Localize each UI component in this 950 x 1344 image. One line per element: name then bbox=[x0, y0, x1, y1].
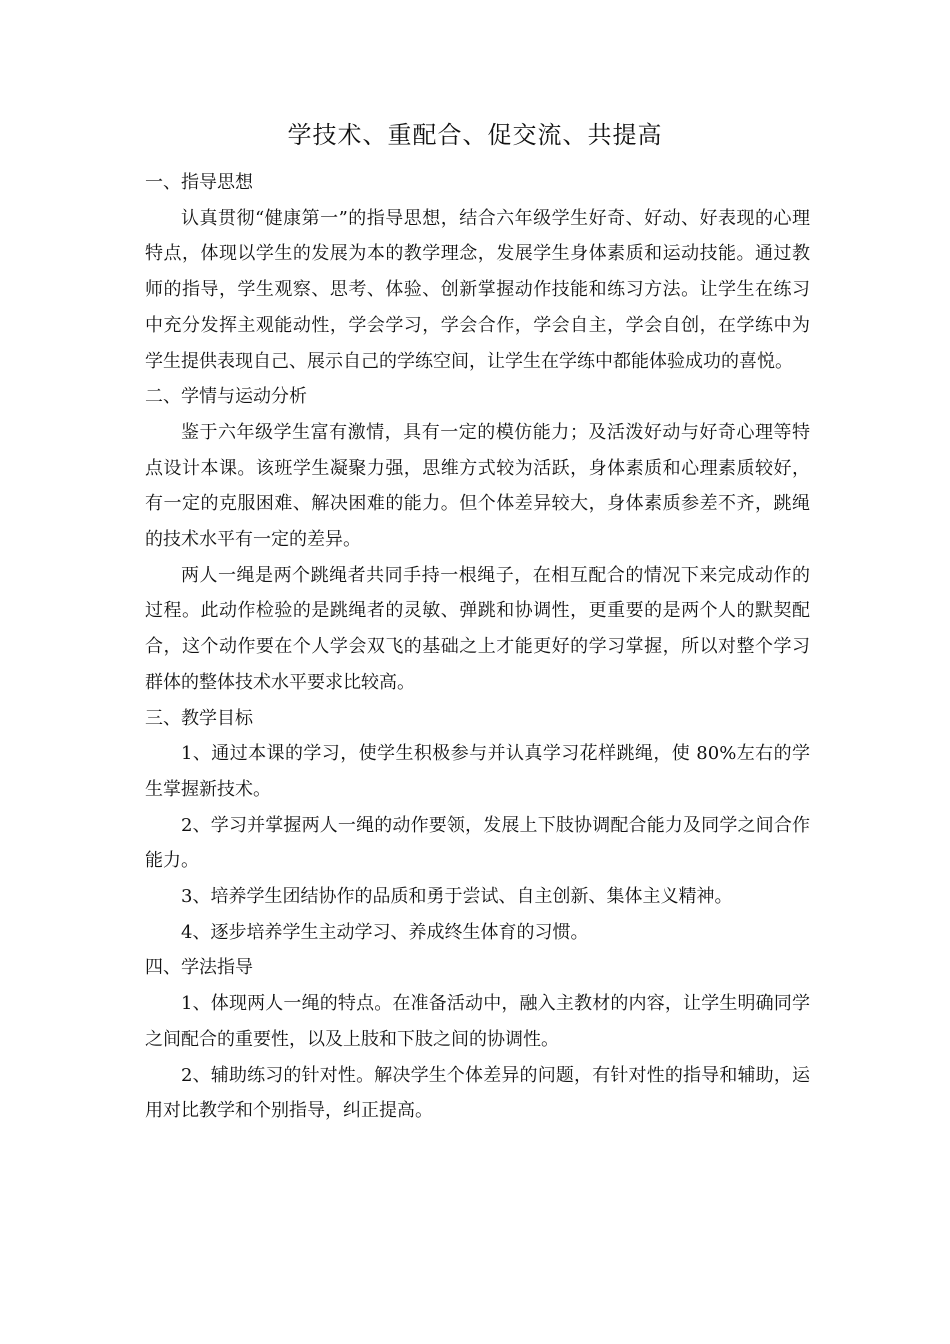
goal-item-1: 1、通过本课的学习，使学生积极参与并认真学习花样跳绳，使 80%左右的学生掌握新技术。 bbox=[145, 743, 810, 800]
guidance-item-2: 2、辅助练习的针对性。解决学生个体差异的问题，有针对性的指导和辅助，运用对比教学和个别指导，纠正提高。 bbox=[145, 1064, 810, 1122]
guidance-item-1: 1、体现两人一绳的特点。在准备活动中，融入主教材的内容，让学生明确同学之间配合的重要性，以及上肢和下肢之间的协调性。 bbox=[145, 993, 810, 1050]
document-title: 学技术、重配合、促交流、共提高 bbox=[287, 121, 663, 149]
paragraph-student-analysis: 鉴于六年级学生富有激情，具有一定的模仿能力；及活泼好动与好奇心理等特点设计本课。该班学生凝聚力强，思维方式较为活跃，身体素质和心理素质较好，有一定的克服困难、解决困难的能力。但个体差异较大，身体素质参差不齐，跳绳的技术水平有一定的差异。 bbox=[145, 421, 810, 551]
paragraph-guiding-ideology: 认真贯彻“健康第一”的指导思想，结合六年级学生好奇、好动、好表现的心理特点，体现以学生的发展为本的教学理念，发展学生身体素质和运动技能。通过教师的指导，学生观察、思考、体验、创新掌握动作技能和练习方法。让学生在练习中充分发挥主观能动性，学会学习，学会合作，学会自主，学会自创，在学练中为学生提供表现自己、展示自己的学练空间，让学生在学练中都能体验成功的喜悦。 bbox=[145, 207, 810, 372]
goal-item-4: 4、逐步培养学生主动学习、养成终生体育的习惯。 bbox=[181, 921, 589, 943]
goal-item-3: 3、培养学生团结协作的品质和勇于尝试、自主创新、集体主义精神。 bbox=[181, 886, 733, 908]
section-heading-learning-guidance: 四、学法指导 bbox=[145, 957, 253, 979]
section-heading-guiding-ideology: 一、指导思想 bbox=[145, 172, 253, 193]
paragraph-motion-analysis: 两人一绳是两个跳绳者共同手持一根绳子，在相互配合的情况下来完成动作的过程。此动作检验的是跳绳者的灵敏、弹跳和协调性，更重要的是两个人的默契配合，这个动作要在个人学会双飞的基础之上才能更好的学习掌握，所以对整个学习群体的整体技术水平要求比较高。 bbox=[145, 564, 810, 693]
document-body bbox=[145, 165, 810, 1129]
section-heading-student-analysis: 二、学情与运动分析 bbox=[145, 386, 307, 408]
section-heading-teaching-goals: 三、教学目标 bbox=[145, 707, 253, 729]
goal-item-2: 2、学习并掌握两人一绳的动作要领，发展上下肢协调配合能力及同学之间合作能力。 bbox=[145, 814, 810, 872]
